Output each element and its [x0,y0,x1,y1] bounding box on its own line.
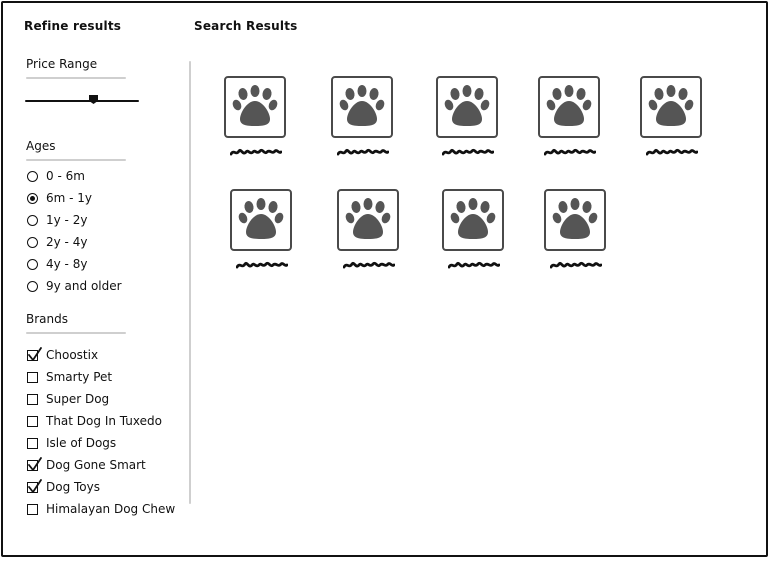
age-option-label: 4y - 8y [46,257,88,271]
product-item[interactable] [337,189,399,269]
product-image[interactable] [640,76,702,138]
age-option-1y-2y[interactable] [27,211,87,229]
checkbox-checked[interactable] [27,350,38,361]
brand-option-super-dog[interactable] [27,390,109,408]
product-title-scribble[interactable] [646,142,698,161]
brand-option-that-dog-in-tuxedo[interactable] [27,412,162,430]
price-range-slider[interactable] [25,93,140,109]
brand-option-label: Super Dog [46,392,110,406]
brand-option-label: Choostix [46,348,99,362]
checkbox[interactable] [27,394,38,405]
product-title-scribble[interactable] [236,255,288,274]
product-title-scribble[interactable] [442,142,494,161]
checkbox[interactable] [27,504,38,515]
age-option-6m-1y[interactable] [27,189,92,207]
product-image[interactable] [337,189,399,251]
brands-underline [26,332,126,334]
product-title-scribble[interactable] [343,255,395,274]
product-image[interactable] [538,76,600,138]
radio-button[interactable] [27,281,38,292]
ages-underline [26,159,126,161]
brand-option-himalayan-dog-chew[interactable] [27,500,175,518]
age-option-label: 1y - 2y [46,213,88,227]
radio-button[interactable] [27,215,38,226]
slider-thumb[interactable] [89,95,98,104]
brand-option-label: Isle of Dogs [46,436,117,450]
sidebar-divider [189,61,191,504]
product-item[interactable] [640,76,702,156]
product-title-scribble[interactable] [230,142,282,161]
brand-option-label: Dog Toys [46,480,100,494]
product-image[interactable] [331,76,393,138]
product-item[interactable] [538,76,600,156]
brand-option-label: Himalayan Dog Chew [46,502,176,516]
checkbox-checked[interactable] [27,460,38,471]
window-frame [1,1,768,557]
age-option-0-6m[interactable] [27,167,85,185]
age-option-4y-8y[interactable] [27,255,87,273]
product-item[interactable] [331,76,393,156]
ages-label: Ages [26,139,56,153]
product-item[interactable] [544,189,606,269]
product-item[interactable] [224,76,286,156]
refine-results-heading: Refine results [24,19,122,33]
brand-option-isle-of-dogs[interactable] [27,434,116,452]
slider-track[interactable] [25,100,139,102]
brand-option-dog-gone-smart[interactable] [27,456,146,474]
brand-option-label: Smarty Pet [46,370,113,384]
brand-option-label: That Dog In Tuxedo [46,414,162,428]
product-title-scribble[interactable] [550,255,602,274]
brands-label: Brands [26,312,68,326]
brand-option-choostix[interactable] [27,346,98,364]
checkbox-checked[interactable] [27,482,38,493]
product-title-scribble[interactable] [337,142,389,161]
age-option-label: 2y - 4y [46,235,88,249]
product-image[interactable] [436,76,498,138]
age-option-9y-and-older[interactable] [27,277,122,295]
radio-button[interactable] [27,193,38,204]
brand-option-dog-toys[interactable] [27,478,100,496]
age-option-2y-4y[interactable] [27,233,87,251]
brand-option-label: Dog Gone Smart [46,458,146,472]
checkbox[interactable] [27,416,38,427]
radio-button[interactable] [27,171,38,182]
radio-button[interactable] [27,259,38,270]
search-results-heading: Search Results [194,19,298,33]
product-item[interactable] [436,76,498,156]
product-image[interactable] [224,76,286,138]
price-range-underline [26,77,126,79]
checkbox[interactable] [27,372,38,383]
age-option-label: 0 - 6m [46,169,85,183]
brand-option-smarty-pet[interactable] [27,368,112,386]
product-item[interactable] [442,189,504,269]
product-title-scribble[interactable] [544,142,596,161]
product-image[interactable] [230,189,292,251]
price-range-label: Price Range [26,57,98,71]
age-option-label: 9y and older [46,279,122,293]
product-image[interactable] [442,189,504,251]
radio-button[interactable] [27,237,38,248]
product-item[interactable] [230,189,292,269]
checkbox[interactable] [27,438,38,449]
age-option-label: 6m - 1y [46,191,93,205]
product-title-scribble[interactable] [448,255,500,274]
product-image[interactable] [544,189,606,251]
